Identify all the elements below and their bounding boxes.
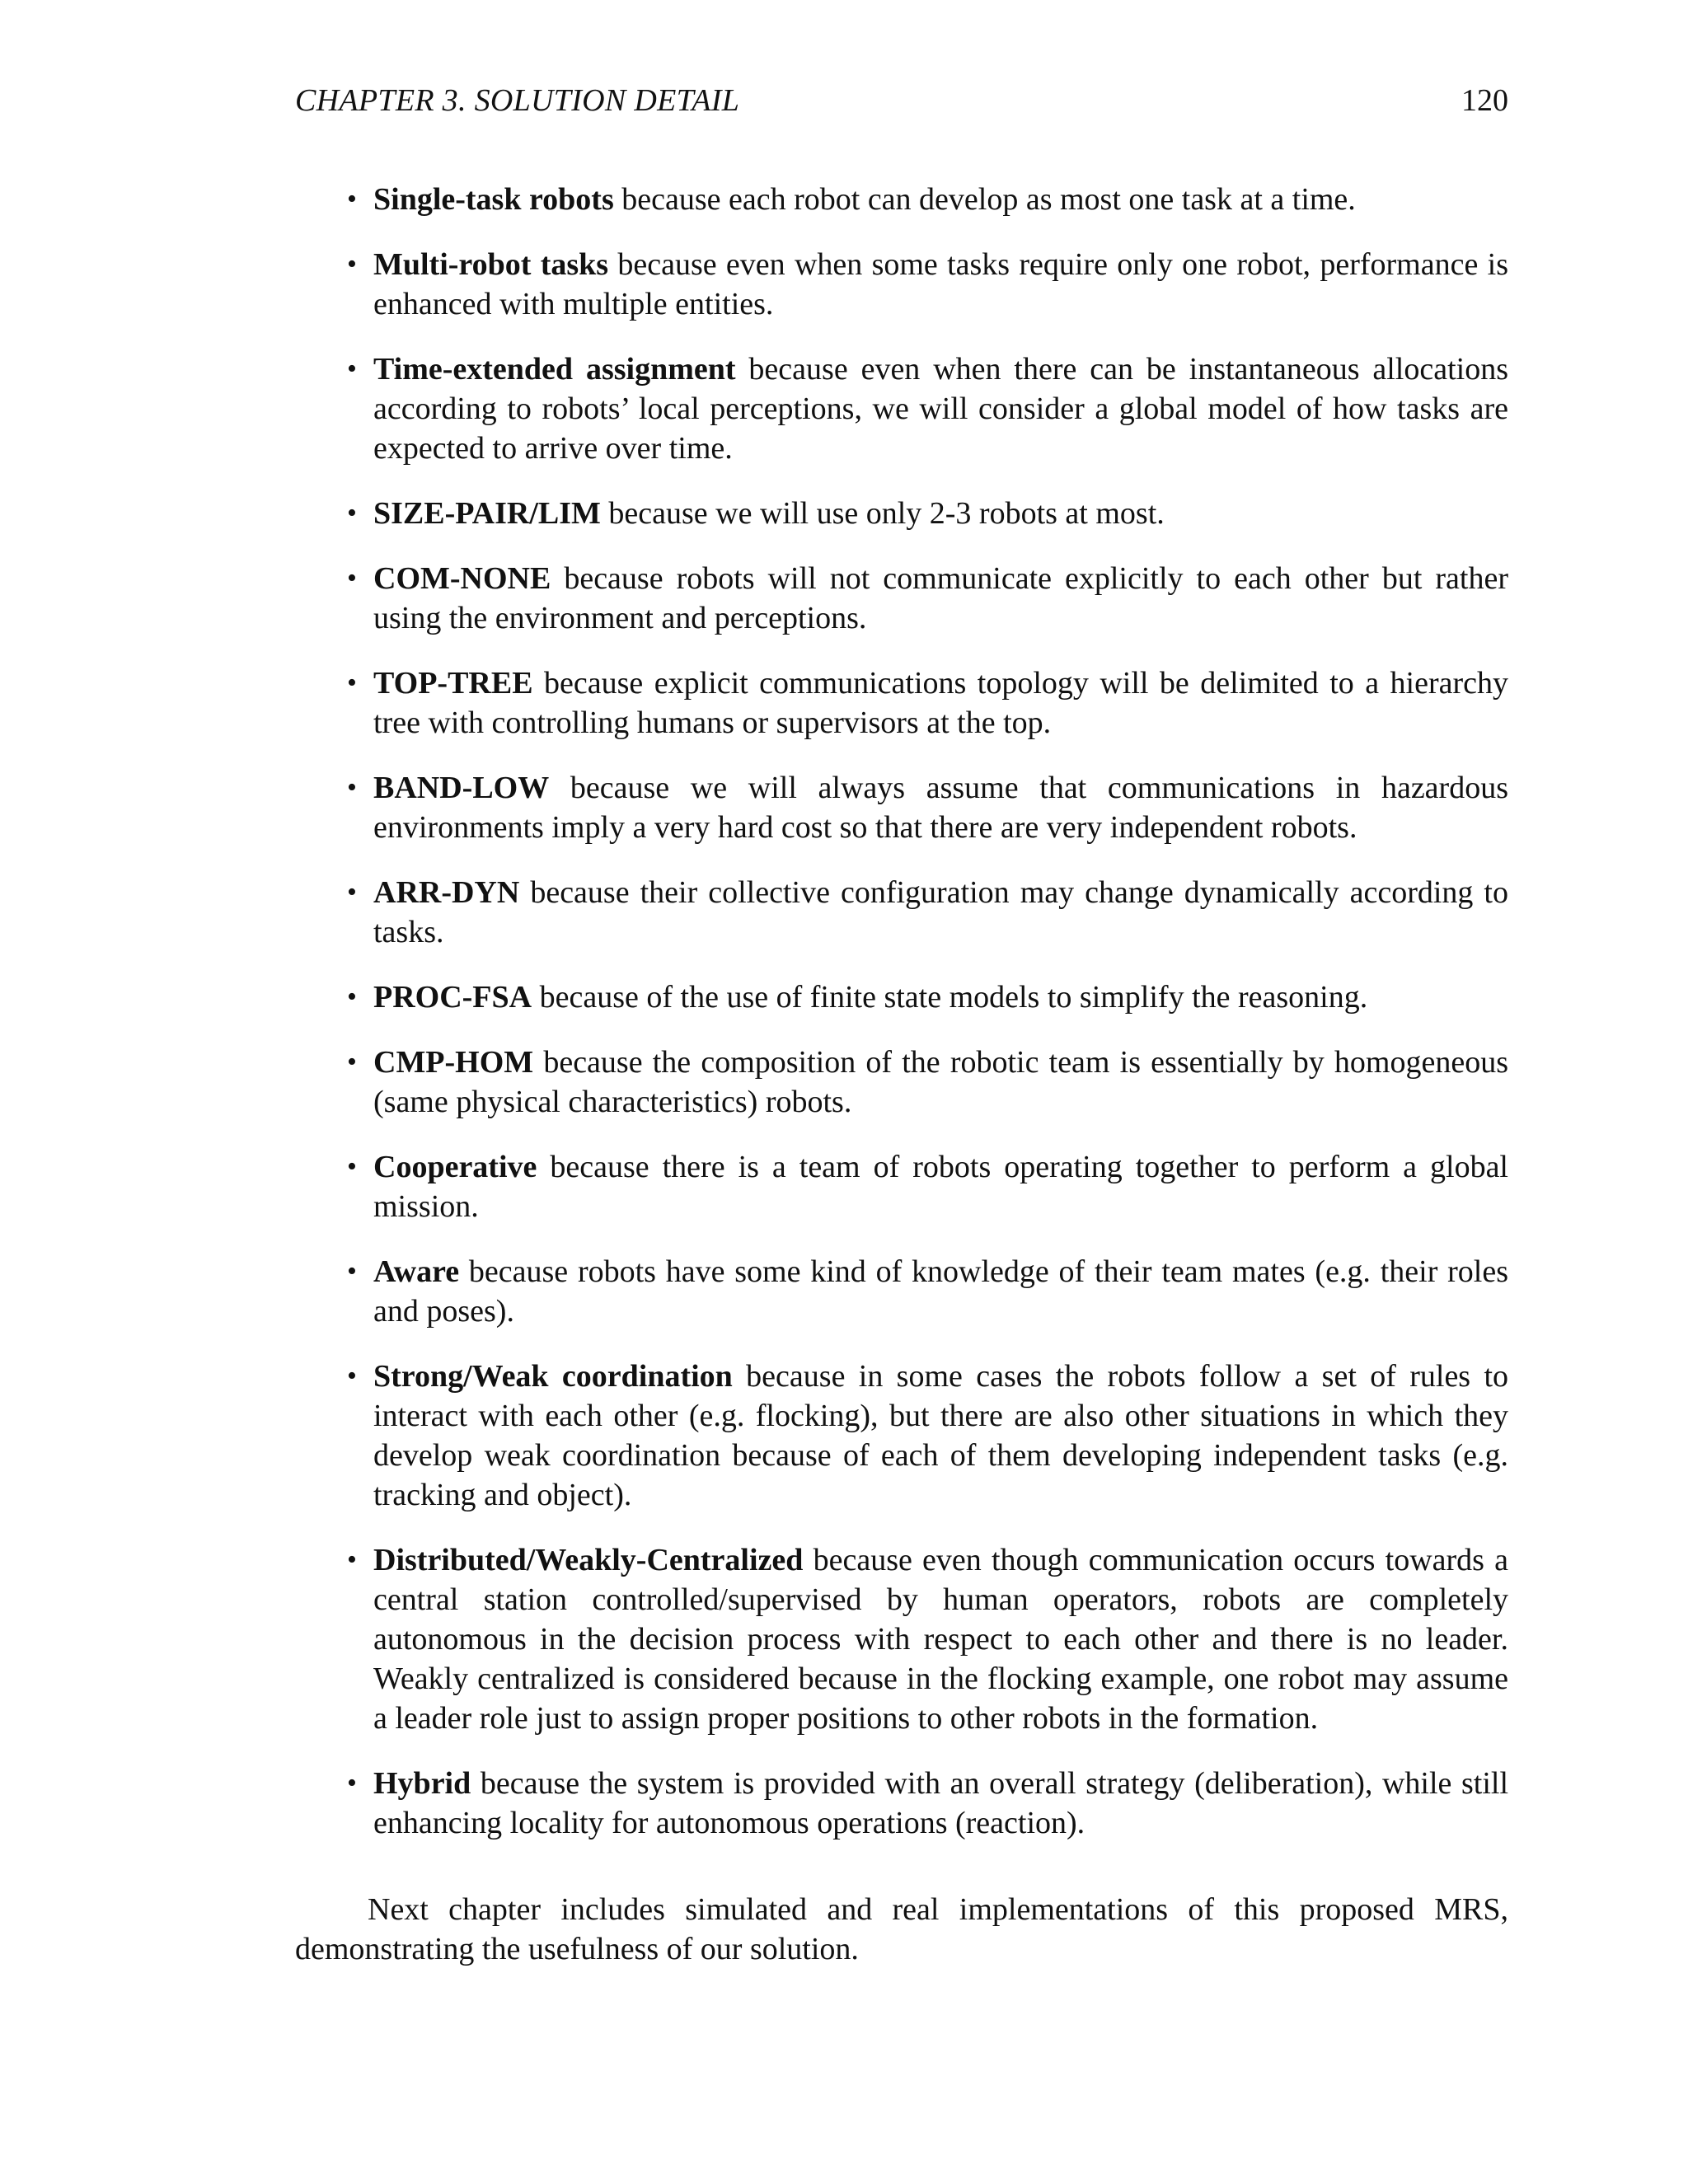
bullet-icon: • bbox=[347, 1544, 357, 1575]
bullet-term: TOP-TREE bbox=[373, 666, 533, 701]
bullet-icon: • bbox=[347, 249, 357, 279]
bullet-icon: • bbox=[347, 1768, 357, 1798]
chapter-label: CHAPTER 3. SOLUTION DETAIL bbox=[295, 83, 740, 118]
bullet-term: Single-task robots bbox=[373, 182, 614, 217]
bullet-icon: • bbox=[347, 1047, 357, 1077]
bullet-term: PROC-FSA bbox=[373, 980, 532, 1015]
bullet-icon: • bbox=[347, 184, 357, 214]
bullet-term: Cooperative bbox=[373, 1150, 537, 1184]
bullet-text: because in some cases the robots follow a set of rules to interact with each other (e.g. flocking), but there are also other situations in which they develop weak coordination because of each of them developing independent tasks (e.g. tracking and object). bbox=[373, 1359, 1509, 1512]
bullet-text: because even when there can be instantaneous allocations according to robots’ local perceptions, we will consider a global model of how tasks are expected to arrive over time. bbox=[373, 352, 1508, 466]
bullet-text: because we will always assume that communications in hazardous environments imply a very hard cost so that there are very independent robots. bbox=[373, 771, 1508, 845]
list-item bbox=[295, 180, 1508, 219]
bullet-text: because the system is provided with an overall strategy (deliberation), while still enhancing locality for autonomous operations (reaction). bbox=[373, 1766, 1508, 1840]
bullet-text: because explicit communications topology will be delimited to a hierarchy tree with controlling humans or supervisors at the top. bbox=[373, 666, 1508, 740]
bullet-text: because robots will not communicate explicitly to each other but rather using the environment and perceptions. bbox=[373, 561, 1508, 635]
bullet-term: Hybrid bbox=[373, 1766, 471, 1801]
bullet-term: CMP-HOM bbox=[373, 1045, 534, 1080]
bullet-icon: • bbox=[347, 1361, 357, 1391]
list-item bbox=[295, 1764, 1508, 1843]
closing-paragraph: Next chapter includes simulated and real implementations of this proposed MRS, demonstrating the usefulness of our solution. bbox=[295, 1892, 1508, 1966]
bullet-term: Time-extended assignment bbox=[373, 352, 736, 387]
list-item bbox=[295, 873, 1508, 952]
bullet-icon: • bbox=[347, 772, 357, 803]
bullet-icon: • bbox=[347, 1256, 357, 1286]
list-item bbox=[295, 559, 1508, 638]
bullet-icon: • bbox=[347, 563, 357, 593]
bullet-icon: • bbox=[347, 982, 357, 1012]
bullet-term: Aware bbox=[373, 1254, 460, 1289]
bullet-term: BAND-LOW bbox=[373, 771, 550, 805]
list-item bbox=[295, 977, 1508, 1017]
bullet-icon: • bbox=[347, 877, 357, 907]
bullet-term: SIZE-PAIR/LIM bbox=[373, 496, 601, 531]
list-item bbox=[295, 1147, 1508, 1226]
bullet-icon: • bbox=[347, 1151, 357, 1182]
page-number: 120 bbox=[1461, 83, 1508, 118]
bullet-term: COM-NONE bbox=[373, 561, 551, 596]
list-item bbox=[295, 1252, 1508, 1331]
bullet-term: Multi-robot tasks bbox=[373, 247, 609, 282]
bullet-text: because even though communication occurs towards a central station controlled/supervised by human operators, robots are completely autonomous in the decision process with respect to each other and there is no leader. Weakly centralized is considered because in the flocking example, one robot may assume a leader role just to assign proper positions to other robots in the formation. bbox=[373, 1543, 1508, 1736]
bullet-text: because we will use only 2-3 robots at most. bbox=[600, 496, 1165, 531]
bullet-icon: • bbox=[347, 354, 357, 384]
list-item bbox=[295, 1043, 1508, 1122]
list-item bbox=[295, 494, 1508, 533]
bullet-text: because their collective configuration may change dynamically according to tasks. bbox=[373, 875, 1508, 949]
running-head bbox=[295, 79, 1508, 122]
bullet-icon: • bbox=[347, 668, 357, 698]
bullet-text: because robots have some kind of knowledge of their team mates (e.g. their roles and poses). bbox=[373, 1254, 1508, 1329]
bullet-text: because of the use of finite state models to simplify the reasoning. bbox=[532, 980, 1368, 1015]
bullet-text: because each robot can develop as most one task at a time. bbox=[613, 182, 1356, 217]
characteristics-list bbox=[295, 180, 1508, 1868]
bullet-term: Strong/Weak coordination bbox=[373, 1359, 733, 1394]
list-item bbox=[295, 349, 1508, 468]
bullet-icon: • bbox=[347, 498, 357, 528]
bullet-text: because even when some tasks require only one robot, performance is enhanced with multiple entities. bbox=[373, 247, 1508, 321]
list-item bbox=[295, 768, 1508, 847]
bullet-term: Distributed/Weakly-Centralized bbox=[373, 1543, 804, 1577]
list-item bbox=[295, 1540, 1508, 1738]
list-item bbox=[295, 245, 1508, 324]
bullet-term: ARR-DYN bbox=[373, 875, 520, 910]
list-item bbox=[295, 1357, 1508, 1515]
list-item bbox=[295, 663, 1508, 743]
bullet-text: because the composition of the robotic team is essentially by homogeneous (same physical characteristics) robots. bbox=[373, 1045, 1508, 1119]
bullet-text: because there is a team of robots operating together to perform a global mission. bbox=[373, 1150, 1508, 1224]
